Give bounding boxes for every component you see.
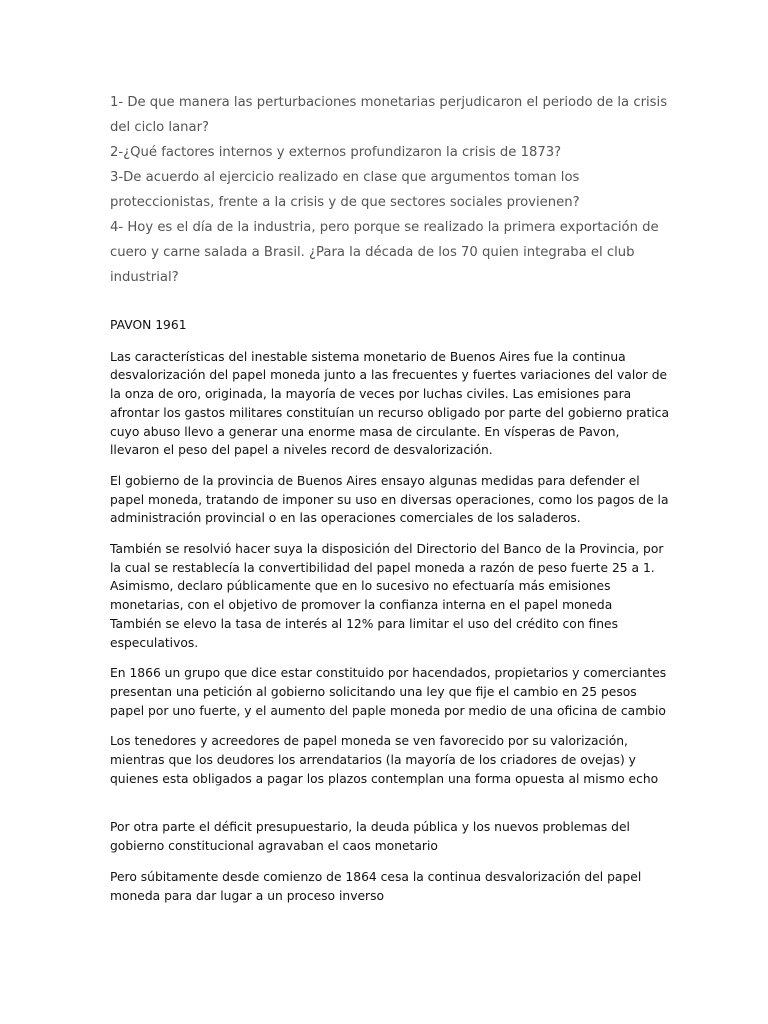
paragraph-6: Por otra parte el déficit presupuestario, la deuda pública y los nuevos problemas del gobierno constitucional agravaban el caos monetario	[110, 820, 630, 854]
question-1: 1- De que manera las perturbaciones monetarias perjudicaron el periodo de la crisis del ciclo lanar?	[110, 95, 668, 135]
document-body	[110, 316, 670, 917]
paragraph-5: Los tenedores y acreedores de papel moneda se ven favorecido por su valorización, mientras que los deudores los arrendatarios (la mayoría de los criadores de ovejas) y quienes esta obligados a pagar los plazos contemplan una forma opuesta al mismo echo	[110, 734, 659, 786]
question-4: 4- Hoy es el día de la industria, pero porque se realizado la primera exportación de cuero y carne salada a Brasil. ¿Para la década de los 70 quien integraba el club industrial?	[110, 220, 659, 285]
paragraph-3: También se resolvió hacer suya la disposición del Directorio del Banco de la Provincia, por la cual se restablecía la convertibilidad del papel moneda a razón de peso fuerte 25 a 1. Asimismo, declaro públicamente que en lo sucesivo no efectuaría más emisiones monetarias, con el objetivo de promover la confianza interna en el papel moneda También se elevo la tasa de interés al 12% para limitar el uso del crédito con fines especulativos.	[110, 542, 664, 650]
paragraph-4: En 1866 un grupo que dice estar constituido por hacendados, propietarios y comerciantes presentan una petición al gobierno solicitando una ley que fije el cambio en 25 pesos papel por uno fuerte, y el aumento del paple moneda por medio de una oficina de cambio	[110, 666, 667, 718]
section-heading: PAVON 1961	[110, 318, 187, 332]
question-2: 2-¿Qué factores internos y externos profundizaron la crisis de 1873?	[110, 145, 562, 160]
paragraph-2: El gobierno de la provincia de Buenos Aires ensayo algunas medidas para defender el papel moneda, tratando de imponer su uso en diversas operaciones, como los pagos de la administración provincial o en las operaciones comerciales de los saladeros.	[110, 473, 669, 526]
paragraph-1: Las características del inestable sistema monetario de Buenos Aires fue la continua desvalorización del papel moneda junto a las frecuentes y fuertes variaciones del valor de la onza de oro, originada, la mayoría de veces por luchas civiles. Las emisiones para afrontar los gastos militares constituían un recurso obligado por parte del gobierno pratica cuyo abuso llevo a generar una enorme masa de circulante. En vísperas de Pavon, llevaron el peso del papel a niveles record de desvalorización.	[110, 349, 670, 458]
question-3: 3-De acuerdo al ejercicio realizado en clase que argumentos toman los proteccionistas, frente a la crisis y de que sectores sociales provienen?	[110, 170, 580, 210]
questions-list	[110, 90, 670, 290]
paragraph-7: Pero súbitamente desde comienzo de 1864 cesa la continua desvalorización del papel moneda para dar lugar a un proceso inverso	[110, 869, 642, 903]
